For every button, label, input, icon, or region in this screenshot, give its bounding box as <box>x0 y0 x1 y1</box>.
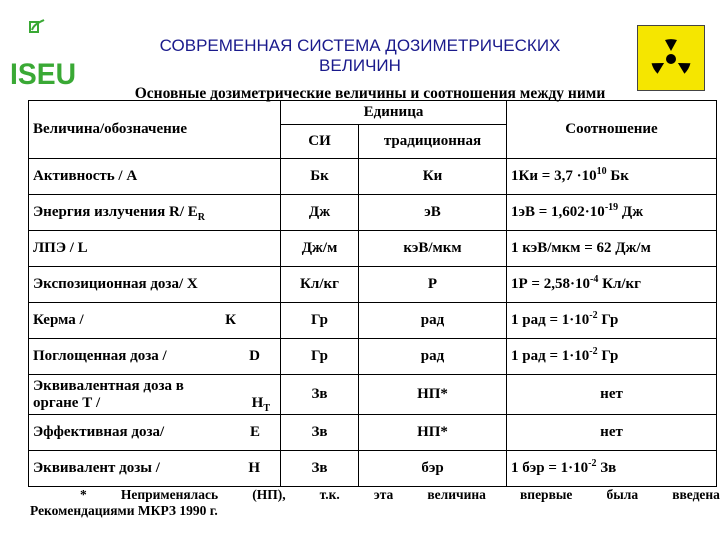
traditional-unit-cell: НП* <box>359 415 507 451</box>
table-row <box>29 195 717 231</box>
si-unit-cell: Кл/кг <box>281 267 359 303</box>
header-relation: Соотношение <box>507 101 717 159</box>
traditional-unit-cell: рад <box>359 303 507 339</box>
relation-cell: $1эВ = 1,602\cdot 10^{-19}$ Дж <box>507 195 717 231</box>
relation-cell: $1Р = 2,58\cdot 10^{-4}$ Кл/кг <box>507 267 717 303</box>
si-unit-cell: Дж <box>281 195 359 231</box>
traditional-unit-cell: бэр <box>359 451 507 487</box>
traditional-unit-cell: эВ <box>359 195 507 231</box>
footnote <box>30 487 720 519</box>
si-unit-cell: Дж/м <box>281 231 359 267</box>
slide-title <box>110 36 610 76</box>
footnote-line2: Рекомендациями МКРЗ 1990 г. <box>30 503 218 518</box>
relation-cell: 1 рад = $1\cdot 10^{-2}$ Гр <box>507 303 717 339</box>
header-traditional: традиционная <box>359 125 507 159</box>
table-row <box>29 159 717 195</box>
radiation-hazard-icon <box>637 25 705 91</box>
si-unit-cell: Зв <box>281 415 359 451</box>
traditional-unit-cell: Р <box>359 267 507 303</box>
quantity-cell: Эффективная доза/ E <box>29 415 281 451</box>
traditional-unit-cell: Ки <box>359 159 507 195</box>
table-row <box>29 415 717 451</box>
si-unit-cell: Гр <box>281 339 359 375</box>
quantity-cell: Эквивалентная доза в органе Т / $Н_Т$ <box>29 375 281 415</box>
table-row <box>29 267 717 303</box>
quantity-cell: Керма / К <box>29 303 281 339</box>
relation-cell: 1 рад = $1\cdot 10^{-2}$ Гр <box>507 339 717 375</box>
si-unit-cell: Бк <box>281 159 359 195</box>
table-row <box>29 451 717 487</box>
relation-cell: нет <box>507 415 717 451</box>
quantity-cell: Поглощенная доза / D <box>29 339 281 375</box>
header-si: СИ <box>281 125 359 159</box>
traditional-unit-cell: рад <box>359 339 507 375</box>
si-unit-cell: Зв <box>281 375 359 415</box>
slide-title-line2: ВЕЛИЧИН <box>319 56 401 75</box>
table-row <box>29 339 717 375</box>
iseu-logo <box>8 18 78 90</box>
traditional-unit-cell: кэВ/мкм <box>359 231 507 267</box>
relation-cell: 1 бэр = $1\cdot 10^{-2}$ Зв <box>507 451 717 487</box>
relation-cell: 1 кэВ/мкм = 62 Дж/м <box>507 231 717 267</box>
relation-cell: $1Ки = 3,7 \cdot 10^{10}$ Бк <box>507 159 717 195</box>
table-row <box>29 375 717 415</box>
table-row <box>29 231 717 267</box>
table-caption: Основные дозиметрические величины и соотношения между ними <box>134 85 606 102</box>
relation-cell: нет <box>507 375 717 415</box>
quantity-cell: Эквивалент дозы / Н <box>29 451 281 487</box>
slide-title-line1: СОВРЕМЕННАЯ СИСТЕМА ДОЗИМЕТРИЧЕСКИХ <box>159 36 561 55</box>
quantity-cell: Активность / A <box>29 159 281 195</box>
quantity-cell: ЛПЭ / L <box>29 231 281 267</box>
header-quantity: Величина/обозначение <box>29 101 281 159</box>
si-unit-cell: Зв <box>281 451 359 487</box>
quantity-cell: Энергия излучения R/ $E_R$ <box>29 195 281 231</box>
table-row <box>29 303 717 339</box>
logo-text: ISEU <box>10 58 76 90</box>
si-unit-cell: Гр <box>281 303 359 339</box>
header-unit: Единица <box>281 101 507 125</box>
footnote-line1: * Неприменялась (НП), т.к. эта величина впервые была введена <box>80 487 720 502</box>
dosimetry-table <box>28 100 717 487</box>
traditional-unit-cell: НП* <box>359 375 507 415</box>
quantity-cell: Экспозиционная доза/ X <box>29 267 281 303</box>
